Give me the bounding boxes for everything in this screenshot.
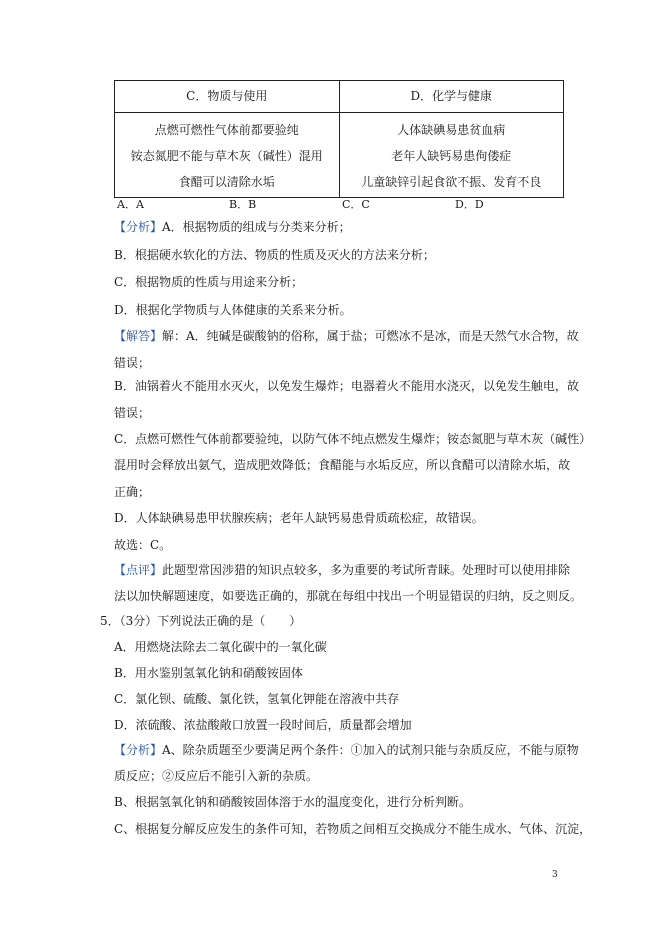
analysis-tag: 【分析】 [114,220,163,234]
answer-line: 正确； [114,485,151,499]
table-item: 人体缺碘易患贫血病 [397,123,506,137]
question-5-option: A．用燃烧法除去二氧化碳中的一氧化碳 [114,640,327,654]
table-item: 儿童缺锌引起食欲不振、发育不良 [361,175,542,189]
options-table [114,80,564,198]
table-cell-d [339,113,564,198]
analysis-line: D．根据化学物质与人体健康的关系来分析。 [114,303,352,317]
choice-b: B．B [229,198,257,211]
answer-line: C．点燃可燃性气体前都要验纯，以防气体不纯点燃发生爆炸；铵态氮肥与草木灰（碱性） [114,432,592,446]
question-5-option: B．用水鉴别氢氧化钠和硝酸铵固体 [114,666,303,680]
answer-line: 错误； [114,356,151,370]
choice-d: D．D [455,198,484,211]
answer-line: 混用时会释放出氨气，造成肥效降低；食醋能与水垢反应，所以食醋可以清除水垢，故 [114,458,571,472]
choice-a: A．A [117,198,144,211]
choice-c: C．C [342,198,370,211]
table-header-c: C．物质与使用 [115,81,340,113]
comment-line: 法以加快解题速度，如要选正确的，那就在每组中找出一个明显错误的归纳，反之则反。 [114,589,583,603]
table-item: 老年人缺钙易患佝偻症 [391,149,512,163]
analysis-line: C．根据物质的性质与用途来分析； [114,275,304,289]
analysis5-line: 【分析】A、除杂质题至少要满足两个条件：①加入的试剂只能与杂质反应，不能与原物 [114,743,579,757]
question-5-option: C．氯化钡、硫酸、氯化铁，氢氧化钾能在溶液中共存 [114,692,400,706]
analysis5-line: C、根据复分解反应发生的条件可知，若物质之间相互交换成分不能生成水、气体、沉淀， [114,822,592,836]
page-number: 3 [552,870,558,880]
answer-tag: 【解答】 [114,329,163,343]
answer-line: D．人体缺碘易患甲状腺疾病；老年人缺钙易患骨质疏松症，故错误。 [114,511,484,525]
table-cell-c [115,113,340,198]
question-5-stem: 5．（3分）下列说法正确的是（ ） [100,614,302,628]
comment-tag: 【点评】 [114,563,163,577]
analysis-line: B．根据硬水软化的方法、物质的性质及灭火的方法来分析； [114,248,435,262]
table-item: 铵态氮肥不能与草木灰（碱性）混用 [130,149,323,163]
question-5-option: D．浓硫酸、浓盐酸敞口放置一段时间后，质量都会增加 [114,718,412,732]
table-item: 点燃可燃性气体前都要验纯 [154,123,299,137]
table-item: 食醋可以清除水垢 [178,175,275,189]
analysis-line: 【分析】A．根据物质的组成与分类来分析； [114,220,351,234]
comment-line: 【点评】此题型常因涉猎的知识点较多，多为重要的考试所青睐。处理时可以使用排除 [114,563,571,577]
answer-line: 故选：C。 [114,538,172,552]
answer-line: B．油锅着火不能用水灭火，以免发生爆炸；电器着火不能用水浇灭，以免发生触电，故 [114,379,579,393]
analysis5-line: 质反应；②反应后不能引入新的杂质。 [114,769,319,783]
table-header-d: D．化学与健康 [339,81,564,113]
answer-line: 【解答】解：A．纯碱是碳酸钠的俗称，属于盐；可燃冰不是冰，而是天然气水合物，故 [114,329,579,343]
answer-line: 错误； [114,406,151,420]
analysis5-tag: 【分析】 [114,743,163,757]
analysis5-line: B、根据氢氧化钠和硝酸铵固体溶于水的温度变化，进行分析判断。 [114,795,471,809]
